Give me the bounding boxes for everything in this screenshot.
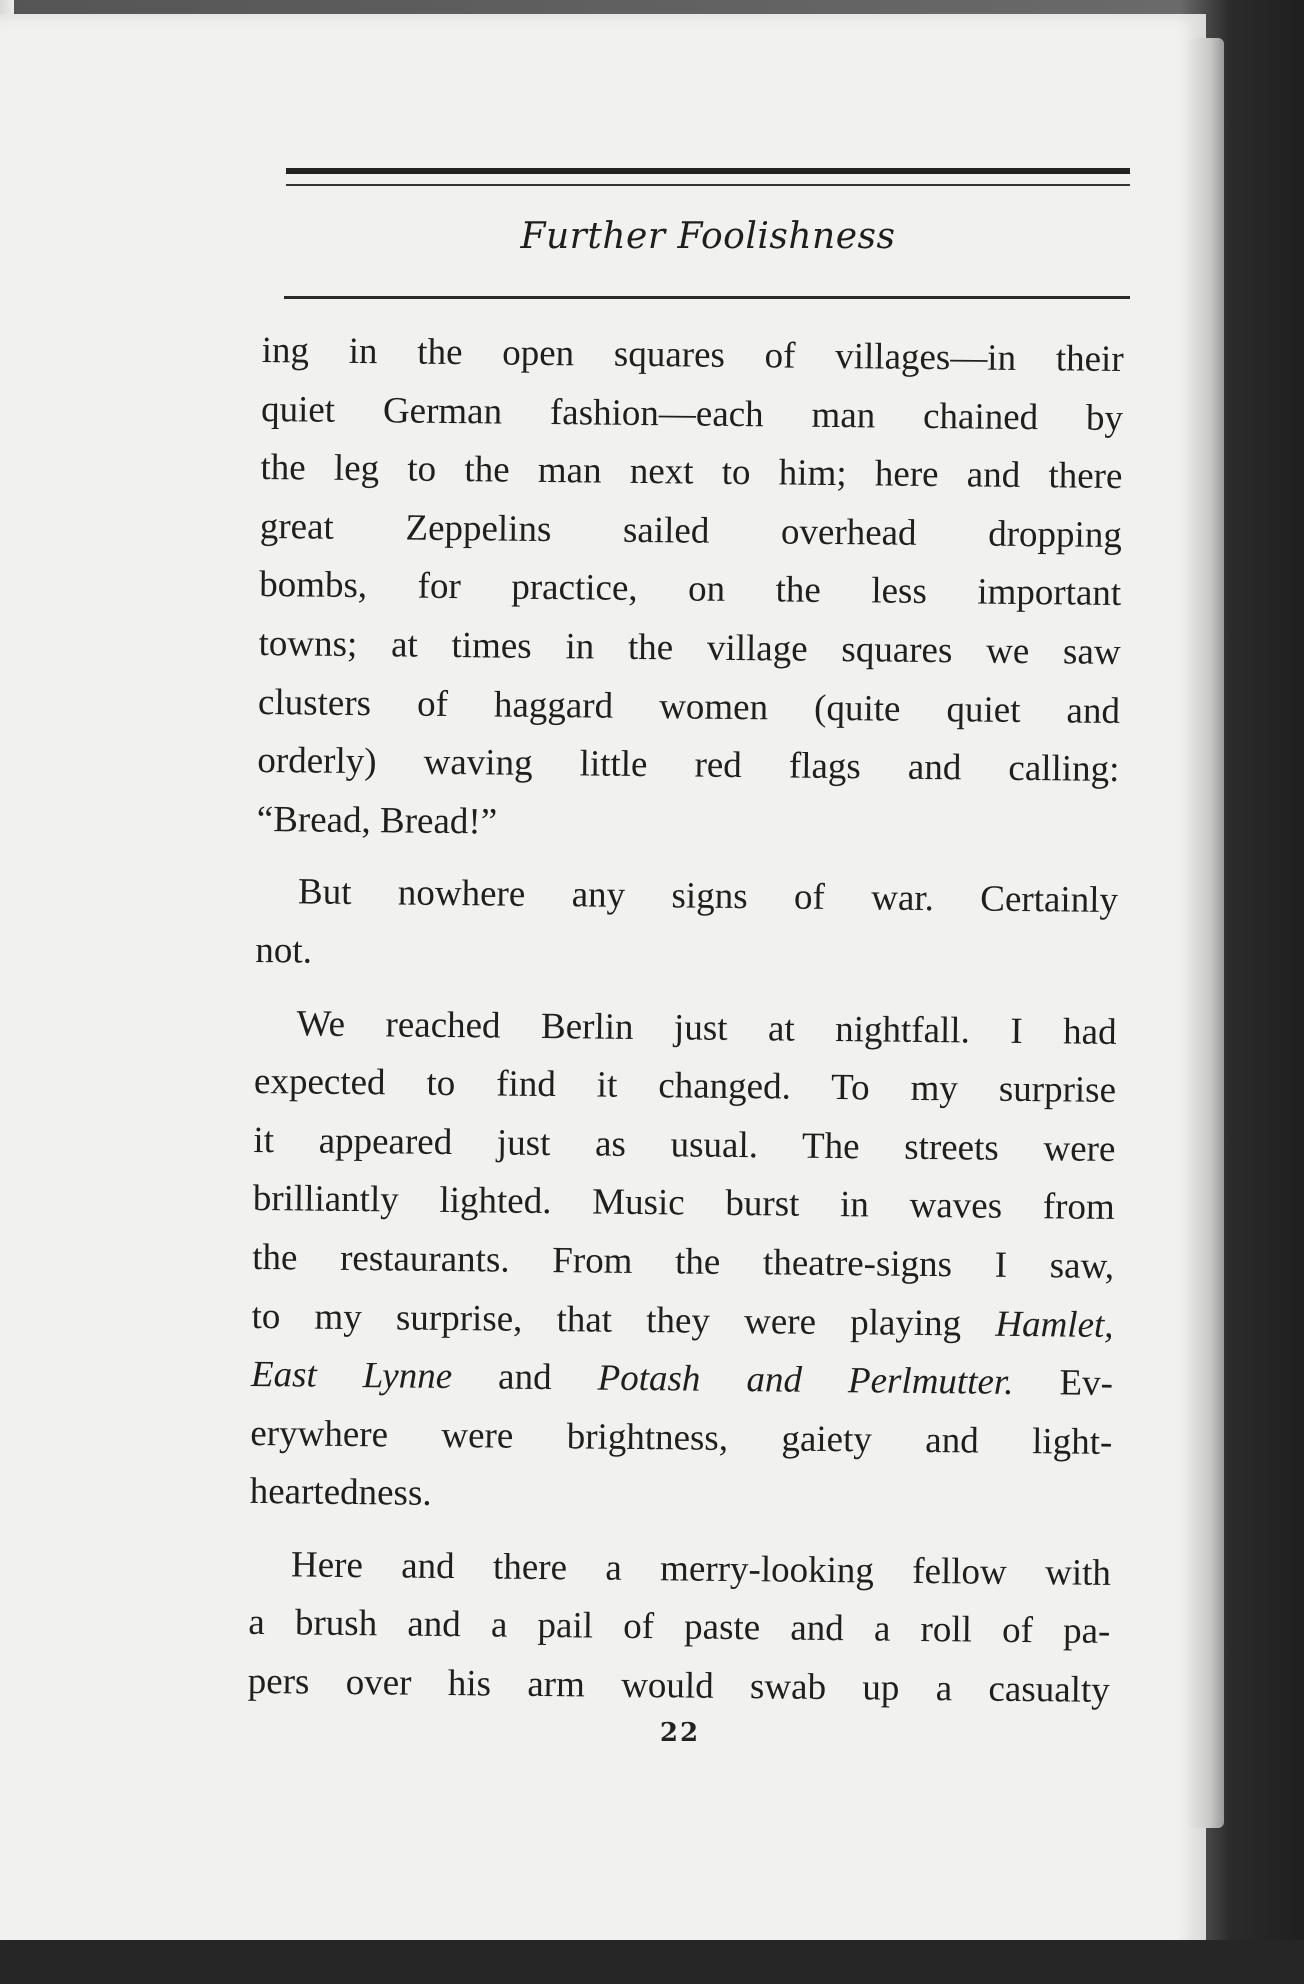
text-line	[251, 1346, 1114, 1414]
text-line: brilliantly lighted. Music burst in waves from	[252, 1178, 1115, 1229]
text-line: the leg to the man next to him; here and there	[260, 447, 1123, 498]
body-text	[247, 322, 1124, 1721]
italic-title: Hamlet,	[995, 1303, 1114, 1346]
header-rule-thick	[286, 168, 1130, 174]
text-line: Here and there a merry-looking fellow with	[290, 1544, 1112, 1594]
page-number: 22	[659, 1718, 701, 1748]
scan-background-strip	[0, 1940, 1304, 1984]
header-rule-under	[284, 296, 1130, 299]
text-line: it appeared just as usual. The streets were	[253, 1119, 1116, 1170]
italic-title: East Lynne	[250, 1354, 453, 1398]
text-line: erywhere were brightness, gaiety and light-	[250, 1412, 1113, 1463]
running-head: Further Foolishness	[520, 216, 896, 257]
text-line: We reached Berlin just at nightfall. I had	[296, 1002, 1117, 1053]
text-line: towns; at times in the village squares we saw	[258, 622, 1121, 673]
header-rule-thin	[286, 184, 1130, 186]
italic-title: Potash and Perlmutter.	[597, 1357, 1014, 1404]
page-stack-edge	[1188, 38, 1224, 1828]
text-line: not.	[255, 929, 313, 972]
text-line	[251, 1287, 1114, 1355]
text-line: quiet German fashion—each man chained by	[260, 388, 1124, 439]
text-line: clusters of haggard women (quite quiet and	[257, 681, 1121, 732]
paragraph-2	[255, 863, 1118, 989]
text-line: great Zeppelins sailed overhead dropping	[259, 505, 1123, 556]
text-line: expected to find it changed. To my surprise	[253, 1061, 1117, 1112]
text-line: heartedness.	[249, 1471, 432, 1515]
text-line: the restaurants. From the theatre-signs I saw,	[251, 1236, 1115, 1287]
text-run: and	[451, 1356, 598, 1399]
text-run: to my surprise, that they were playing	[251, 1295, 996, 1345]
paragraph-1	[256, 322, 1123, 858]
text-line: “Bread, Bread!”	[256, 798, 498, 843]
text-line: a brush and a pail of paste and a roll of pa-	[248, 1602, 1111, 1653]
text-line: pers over his arm would swab up a casualty	[247, 1660, 1110, 1712]
text-line: ing in the open squares of villages—in their	[261, 329, 1124, 381]
paragraph-4	[247, 1536, 1111, 1721]
text-line: But nowhere any signs of war. Certainly	[297, 871, 1119, 922]
text-run: Ev-	[1013, 1362, 1114, 1405]
text-line: bombs, for practice, on the less important	[259, 564, 1122, 615]
text-line: orderly) waving little red flags and calling:	[257, 740, 1120, 791]
paragraph-3	[249, 994, 1116, 1530]
